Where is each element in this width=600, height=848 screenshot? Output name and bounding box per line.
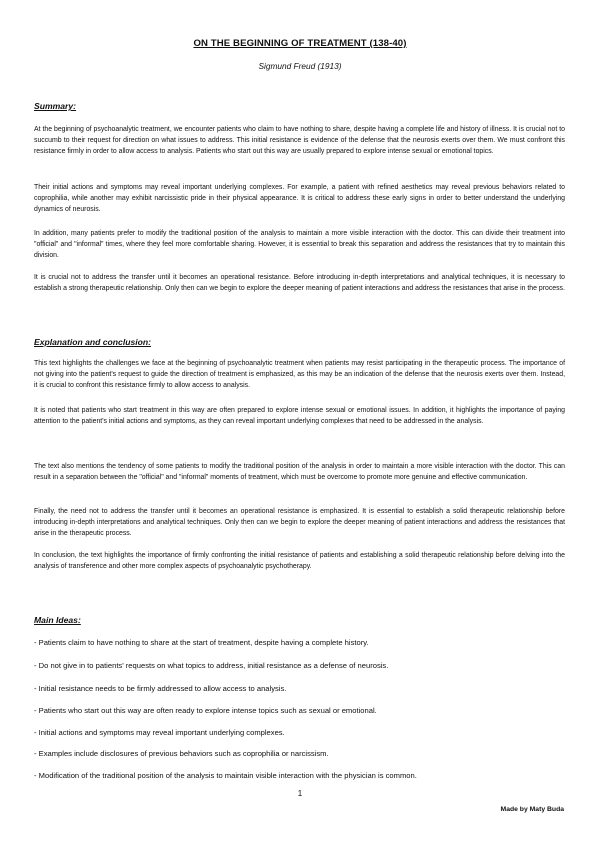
summary-paragraph-3: In addition, many patients prefer to modify the traditional position of the analysis to maintain a more visible interaction with the doctor. This can divide their treatment into "official" and "informal" times, where they feel more comfortable sharing. However, it is essential to break this separation and address the resistances that try to maintain this division.	[34, 230, 565, 259]
summary-paragraph-1: At the beginning of psychoanalytic treatment, we encounter patients who claim to have nothing to share, despite having a complete life and history of illness. It is crucial not to succumb to their request for direction on what issues to address. This initial resistance is evidence of the defense that the neurosis exerts over them. We must confront this resistance firmly in order to allow access to analysis. Patients who start out this way are usually prepared to explore intense sexual or emotional topics.	[34, 126, 565, 155]
explanation-paragraph-5: In conclusion, the text highlights the importance of firmly confronting the initial resistance of patients and establishing a solid therapeutic relationship before delving into the analysis of transference and other more complex aspects of psychoanalytic psychotherapy.	[34, 552, 565, 570]
page-number: 1	[297, 789, 303, 798]
document-author: Sigmund Freud (1913)	[258, 61, 342, 71]
main-idea-item: - Patients who start out this way are often ready to explore intense topics such as sexual or emotional.	[34, 706, 377, 715]
explanation-paragraph-4: Finally, the need not to address the transfer until it becomes an operational resistance is emphasized. It is essential to establish a solid therapeutic relationship before introducing in-depth interpretations and analytical techniques. Only then can we begin to explore the deeper meaning of patient interactions and address the resistances that arise in the therapeutic process.	[34, 508, 565, 537]
main-idea-item: - Initial resistance needs to be firmly addressed to allow access to analysis.	[34, 684, 287, 693]
main-idea-item: - Patients claim to have nothing to share at the start of treatment, despite having a complete history.	[34, 638, 369, 647]
main-ideas-heading: Main Ideas:	[34, 615, 81, 625]
main-idea-item: - Initial actions and symptoms may reveal important underlying complexes.	[34, 728, 285, 737]
explanation-heading: Explanation and conclusion:	[34, 337, 151, 347]
summary-paragraph-2: Their initial actions and symptoms may reveal important underlying complexes. For example, a patient with refined aesthetics may reveal previous behaviors related to coprophilia, while another may exhibit narcissistic pride in their physical appearance. It is critical to address these early signs in order to better understand the underlying dynamics of neurosis.	[34, 184, 565, 213]
summary-heading: Summary:	[34, 101, 77, 111]
main-idea-item: - Modification of the traditional position of the analysis to maintain visible interaction with the physician is common.	[34, 771, 417, 780]
author-credit: Made by Maty Buda	[500, 806, 564, 813]
explanation-paragraph-1: This text highlights the challenges we face at the beginning of psychoanalytic treatment when patients may resist participating in the therapeutic process. The importance of not giving into the patient's request to guide the direction of treatment is emphasized, as this may be an indication of the defense that the neurosis exerts over them. Instead, it is crucial to confront this resistance firmly to allow access to analysis.	[34, 360, 565, 389]
summary-paragraph-4: It is crucial not to address the transfer until it becomes an operational resistance. Before introducing in-depth interpretations and analytical techniques, it is necessary to establish a strong therapeutic relationship. Only then can we begin to explore the deeper meaning of patient interactions and address the resistances that arise in the process.	[34, 274, 565, 292]
document-title: ON THE BEGINNING OF TREATMENT (138-40)	[193, 38, 407, 49]
main-idea-item: - Do not give in to patients' requests on what topics to address, initial resistance as a defense of neurosis.	[34, 661, 389, 670]
main-idea-item: - Examples include disclosures of previous behaviors such as coprophilia or narcissism.	[34, 749, 329, 758]
explanation-paragraph-2: It is noted that patients who start treatment in this way are often prepared to explore intense sexual or emotional issues. In addition, it highlights the importance of paying attention to the patient's initial actions and symptoms, as they can reveal important underlying complexes that need to be addressed in the analysis.	[34, 407, 565, 425]
explanation-paragraph-3: The text also mentions the tendency of some patients to modify the traditional position of the analysis in order to maintain a more visible interaction with the doctor. This can result in a separation between the "official" and "informal" moments of treatment, which must be overcome to promote more genuine and effective communication.	[34, 463, 565, 481]
